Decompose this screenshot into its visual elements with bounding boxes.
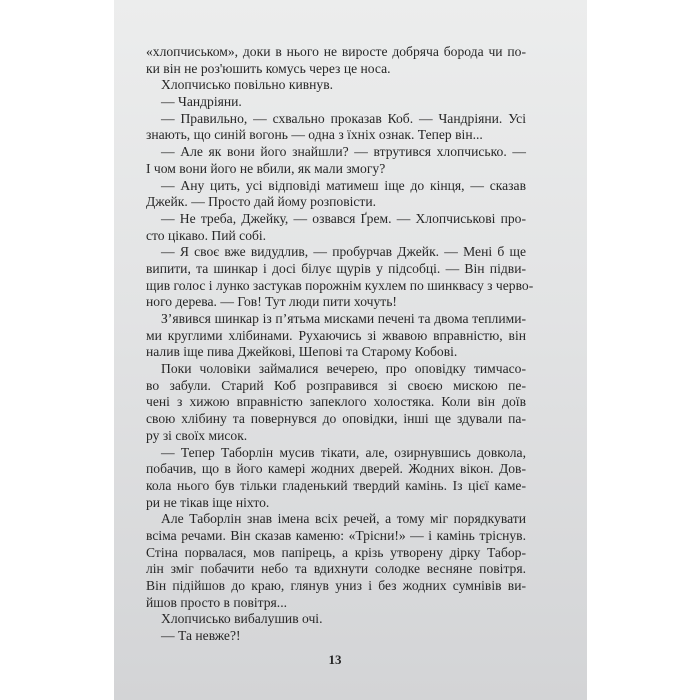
text-line: — Ану цить, усі відповіді матимеш іще до кінця, — сказав [161,177,526,193]
text-line: З’явився шинкар із п’ятьма мисками печені та двома теплими- [161,311,526,326]
text-line: — Не треба, Джейку, — озвався Ґрем. — Хлопчиськові про- [161,210,526,226]
paragraph [146,44,526,77]
text-line: ру зі своїх мисок. [146,427,248,443]
text-line: Джейк. — Просто дай йому розповісти. [146,194,377,210]
text-line: ми круглими хлібинами. Рухаючись зі жвавою вправністю, він [146,327,526,343]
paragraph [146,611,526,628]
text-line: Поки чоловіки займалися вечерею, про оповідку тимчасо- [161,361,526,377]
paragraph [146,178,526,211]
text-line: Але Таборлін знав імена всіх речей, а тому міг порядкувати [161,511,526,527]
text-line: І чом вони його не вбили, як мали змогу? [146,160,386,176]
text-line: ного дерева. — Гов! Тут люди пити хочуть! [146,294,397,310]
text-line: сто цікаво. Пий собі. [146,227,267,243]
text-line: — Але як вони його знайшли? — втрутився хлопчисько. — [161,144,526,160]
paragraph [146,111,526,144]
paragraph [146,94,526,111]
text-line: Стіна порвалася, мов папірець, а крізь утворену дірку Табор- [146,544,526,560]
text-line: — Та невже?! [161,628,241,644]
text-line: во забули. Старий Коб розправився зі своєю мискою пе- [146,377,526,393]
paragraph [146,445,526,512]
text-line: Він підійшов до краю, глянув униз і без жодних сумнівів ви- [146,578,526,593]
paragraph [146,628,526,645]
text-line: налив іще пива Джейкові, Шепові та Старому Кобові. [146,344,458,360]
text-line: знають, що синій вогонь — одна з їхніх ознак. Тепер він... [146,127,483,143]
page-body-text [146,44,534,645]
text-line: щив голос і лунко застукав порожнім кухлем по шинквасу з черво- [146,277,534,293]
text-line: йшов просто в повітря... [146,594,287,610]
text-line: Хлопчисько повільно кивнув. [161,77,334,93]
text-line: Хлопчисько вибалушив очі. [161,611,323,627]
text-line: лін зміг побачити небо та вдихнути солодке весняне повітря. [146,561,526,577]
paragraph [146,361,526,444]
text-line: — Тепер Таборлін мусив тікати, але, озирнувшись довкола, [161,444,526,460]
paragraph [146,211,526,244]
text-line: кола нього був тільки гладенький твердий камінь. Із цієї каме- [146,477,526,493]
text-line: «хлопчиськом», доки в нього не виросте добряча борода чи по- [146,44,526,59]
paragraph [146,144,526,177]
text-line: ри не тікав іще ніхто. [146,494,270,510]
text-line: чені з хижою вправністю запеклого холостяка. Коли він доїв [146,394,526,410]
text-line: — Я своє вже видудлив, — пробурчав Джейк. — Мені б ще [161,244,526,260]
text-line: побачив, що в його камері жодних дверей. Жодних вікон. Дов- [146,461,526,477]
paragraph [146,511,526,611]
text-line: свою хлібину та повернувся до оповідки, інші ще здували па- [146,411,526,427]
paragraph [146,77,526,94]
page-number: 13 [328,652,342,667]
text-line: випити, та шинкар і досі білує щурів у підсобці. — Він підви- [146,260,526,276]
text-line: — Чандріяни. [161,94,242,110]
text-line: ки він не роз'юшить комусь через це носа. [146,60,391,76]
paragraph [146,311,526,361]
paragraph [146,244,534,311]
text-line: всіма речами. Він сказав каменю: «Трісни!» — і камінь тріснув. [146,527,526,543]
text-line: — Правильно, — схвально проказав Коб. — Чандріяни. Усі [161,110,526,126]
